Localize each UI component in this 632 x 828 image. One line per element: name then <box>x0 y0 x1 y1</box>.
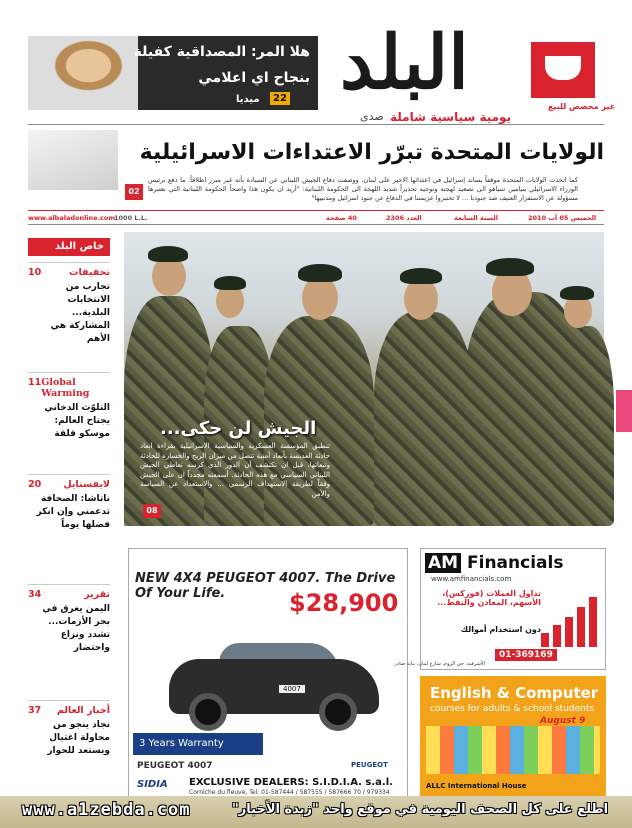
beret <box>560 286 594 300</box>
peugeot-dealer: EXCLUSIVE DEALERS: S.I.D.I.A. s.a.l. <box>189 777 393 788</box>
sidebar-section-page: 20 <box>28 479 42 490</box>
sidebar-section-body: ناتاشا: الصحافة تدعمني وإن انكر فضلها يوماً <box>36 494 110 530</box>
sidebar-section-lifestyle[interactable] <box>28 474 110 532</box>
amfinancials-phone: 01-369169 <box>495 649 557 661</box>
photo-caption-text: تنطبق المؤسسة العسكرية والسياسية الاسرائيلية بقراءة ابعاد حادثة العديسة بأبعاد أمنية تتصل من ميزان الربح والخسارة للحادثة وتبعاتها، قبل ان تكتشف أن الدور الذي كرسه تعاطي الجيش اللبناني السياسي مع هذه الحادثة. أسمعته مجدداً ان على الجيش وفقاً لطريقة الاستهداف الرسمي ... والاستعداد عن السياسة والأمن <box>140 442 330 498</box>
peugeot-price: $28,900 <box>289 589 399 617</box>
peugeot-advertisement[interactable] <box>128 548 408 798</box>
peugeot-model: PEUGEOT 4007 <box>137 761 213 771</box>
peugeot-headline: NEW 4X4 PEUGEOT 4007. The Drive Of Your Life. <box>135 571 396 601</box>
soldier-figure <box>374 312 474 526</box>
issue-number: العدد 2306 <box>386 214 422 222</box>
sidebar-section-title: لايفستايل <box>63 479 110 490</box>
headline-lede: كما اتخذت الولايات المتحدة موقفاً يساند إسرائيل في اعتدائها الاخير على لبنان، ووصفت دفاع الجيش اللبناني عن السيادة بأنه غير مبرر اطلاقاً. ما دفع برئيس الوزراء الاسرائيلي بنيامين نتنياهو الى تصعيد لهجته وتوجيه تحذيراً شديد اللهجة الى الحكومة اللبنانية: "أريد ان يكون هذا واضحاً الحكومة اللبنانية التي نعتبرها مسؤولة عن الاستفزاز العنيف ضد جنودنا ... لا تختبروا عزيمتنا في الدفاع عن جنود اسرائيل ومدنييها" <box>148 176 578 202</box>
sidebar-section-title: تقرير <box>84 589 110 600</box>
peugeot-contact: Corniche du fleuve, Tel: 01-587444 / 587555 / 587666 70 / 979334 <box>189 789 390 796</box>
sidebar-section-page: 11 <box>28 377 42 388</box>
sidebar-section-title: Global Warming <box>41 377 90 399</box>
promo-line-1: هلا المر: المصداقية كفيلة <box>133 44 310 60</box>
site-url[interactable]: www.albaladonline.com <box>28 214 116 222</box>
not-for-sale-label: غير مخصص للبيع <box>548 102 616 111</box>
sidia-logo: SIDIA <box>137 779 168 790</box>
sidebar-header: خاص البلد <box>28 238 110 256</box>
beret <box>400 268 442 284</box>
car-wheel <box>319 693 357 731</box>
promo-section: ميديا <box>236 94 260 105</box>
year: السنة السابعة <box>454 214 498 222</box>
main-headline[interactable]: الولايات المتحدة تبرّر الاعتداءات الاسرائيلية <box>139 140 604 165</box>
allc-subtitle: courses for adults & school students <box>430 704 595 714</box>
amfinancials-logo-a: AM <box>425 553 461 573</box>
sidebar-section-title: أخبار العالم <box>56 705 110 716</box>
newspaper-logo: البلد <box>340 20 469 106</box>
amfinancials-address: الأشرفية، حي الروم، شارع لبنان، بناية صادر <box>394 661 485 667</box>
beret <box>148 246 188 262</box>
date: الخميس 05 آب 2010 <box>528 214 597 222</box>
amfinancials-advertisement[interactable] <box>394 548 606 670</box>
headline-page-badge: 02 <box>125 184 143 200</box>
amfinancials-logo <box>425 553 563 573</box>
soldier-head <box>302 276 338 320</box>
amfinancials-cta: دون استخدام أموالك <box>460 625 541 634</box>
headline-thumbnail <box>28 130 118 190</box>
peugeot-brand: PEUGEOT <box>351 761 388 769</box>
allc-title: English & Computer <box>430 684 599 702</box>
sidebar-section-global-warming[interactable] <box>28 372 110 441</box>
sidebar-section-page: 10 <box>28 267 42 278</box>
sidebar-section-world-news[interactable] <box>28 700 110 758</box>
tagline: يومية سياسية شاملة <box>390 110 512 124</box>
sidebar-section-title: تحقيقات <box>68 267 110 278</box>
beret <box>214 276 246 290</box>
sidebar-section-body: نجاد ينجو من محاولة اغتيال ويستعد للحوار <box>47 720 110 756</box>
promo-page-number: 22 <box>270 92 290 105</box>
meta-divider <box>28 210 604 211</box>
footer-text: اطلع على كل الصحف اليومية في موقع واحد "زبدة الأخبار" <box>232 802 609 817</box>
meta-bottom-divider <box>28 224 604 225</box>
sidebar-section-investigations[interactable] <box>28 262 110 346</box>
beret <box>298 264 342 282</box>
growth-chart-icon <box>541 597 601 647</box>
allc-footer: ALLC International House <box>426 782 527 790</box>
sidebar-section-page: 34 <box>28 589 42 600</box>
sidebar-section-body: اليمن يغرق في بحر الأزمات... تشدد ونزاع واحتضار <box>42 604 110 653</box>
side-tab-marker <box>616 390 632 432</box>
sidebar-section-page: 37 <box>28 705 42 716</box>
beret <box>486 258 534 276</box>
soldier-head <box>152 256 186 296</box>
amfinancials-url: www.amfinancials.com <box>431 575 512 583</box>
allc-illustration <box>426 726 600 774</box>
promo-line-2: بنجاح اي اعلامي <box>198 70 310 86</box>
photo-page-badge: 08 <box>143 504 161 518</box>
sidebar-section-body: التلوّث الدخاني يجتاح العالم: موسكو قلقة <box>44 403 110 439</box>
sidebar-section-report[interactable] <box>28 584 110 655</box>
sada-label: صدى <box>360 110 384 123</box>
soldier-head <box>404 278 438 320</box>
promo-portrait <box>28 36 138 110</box>
car-image <box>159 629 389 739</box>
warranty-banner: 3 Years Warranty <box>133 733 263 755</box>
allc-start-date: August 9 <box>540 716 586 726</box>
masthead-divider <box>28 124 604 125</box>
logo-mark-icon <box>531 42 595 98</box>
page-count: 40 صفحة <box>326 214 357 222</box>
price: 1000 L.L. <box>114 214 148 222</box>
amfinancials-text: تداول العملات (فوركس)، الأسهم، المعادن والنفط... <box>437 589 541 607</box>
photo-caption-headline[interactable]: الجيش لن حكى... <box>160 418 317 439</box>
car-plate: 4007 <box>279 685 305 693</box>
footer-url[interactable]: www.a1zebda.com <box>22 800 191 820</box>
car-wheel <box>189 693 227 731</box>
sidebar-section-body: تجارب من الانتخابات البلدية... المشاركة هي الأهم <box>50 282 110 344</box>
amfinancials-logo-b: Financials <box>467 553 564 573</box>
soldier-figure <box>554 326 614 526</box>
allc-advertisement[interactable] <box>420 676 606 798</box>
